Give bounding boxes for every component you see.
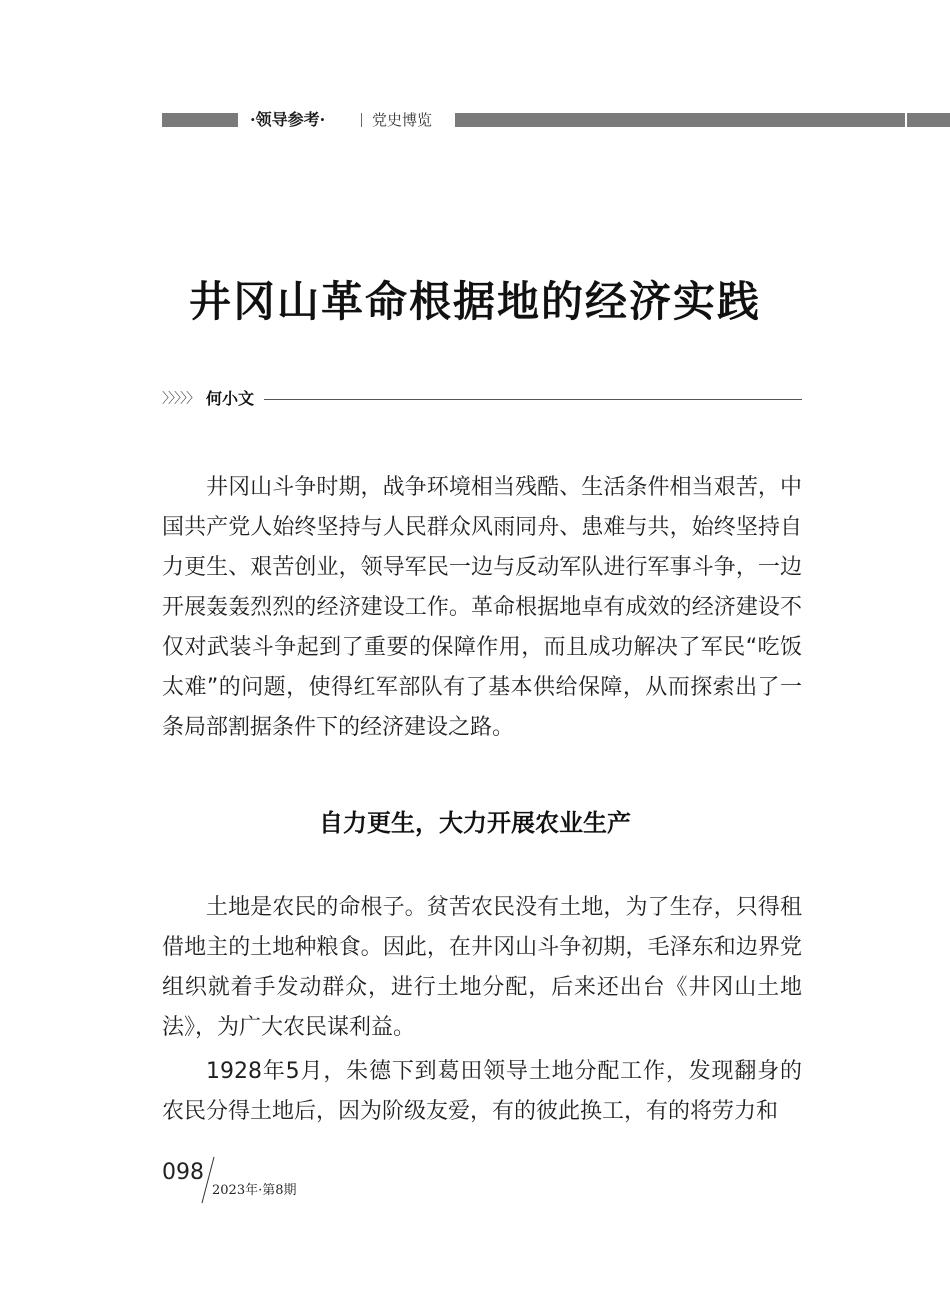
section-label: ·领导参考· [250,110,326,129]
header-bar-left [162,113,238,127]
header-bar-right-end [907,113,950,127]
byline-chevron-icon: 〉〉〉〉〉 [162,391,199,407]
column-label: 党史博览 [372,111,433,129]
header-bar-right [455,113,905,127]
body-paragraph: 土地是农民的命根子。贫苦农民没有土地，为了生存，只得租借地主的土地种粮食。因此，在井冈山斗争初期，毛泽东和边界党组织就着手发动群众，进行土地分配，后来还出台《井冈山土地法》，为广大农民谋利益。 [162,895,802,1040]
byline-rule [264,399,802,400]
issue-label: 2023年·第8期 [212,1183,297,1198]
intro-paragraph: 井冈山斗争时期，战争环境相当残酷、生活条件相当艰苦，中国共产党人始终坚持与人民群众风雨同舟、患难与共，始终坚持自力更生、艰苦创业，领导军民一边与反动军队进行军事斗争，一边开展轰轰烈烈的经济建设工作。革命根据地卓有成效的经济建设不仅对武装斗争起到了重要的保障作用，而且成功解决了军民“吃饭太难”的问题，使得红军部队有了基本供给保障，从而探索出了一条局部割据条件下的经济建设之路。 [162,475,802,740]
author-name: 何小文 [206,389,255,408]
byline [162,387,802,411]
body-paragraph: 1928年5月，朱德下到葛田领导土地分配工作，发现翻身的农民分得土地后，因为阶级友爱，有的彼此换工，有的将劳力和 [162,1059,802,1124]
section-heading: 自力更生，大力开展农业生产 [319,809,631,837]
header-divider [361,113,362,127]
article-title: 井冈山革命根据地的经济实践 [188,277,761,326]
page-footer [162,1155,362,1205]
page-number: 098 [162,1160,204,1185]
page-header [162,110,950,130]
